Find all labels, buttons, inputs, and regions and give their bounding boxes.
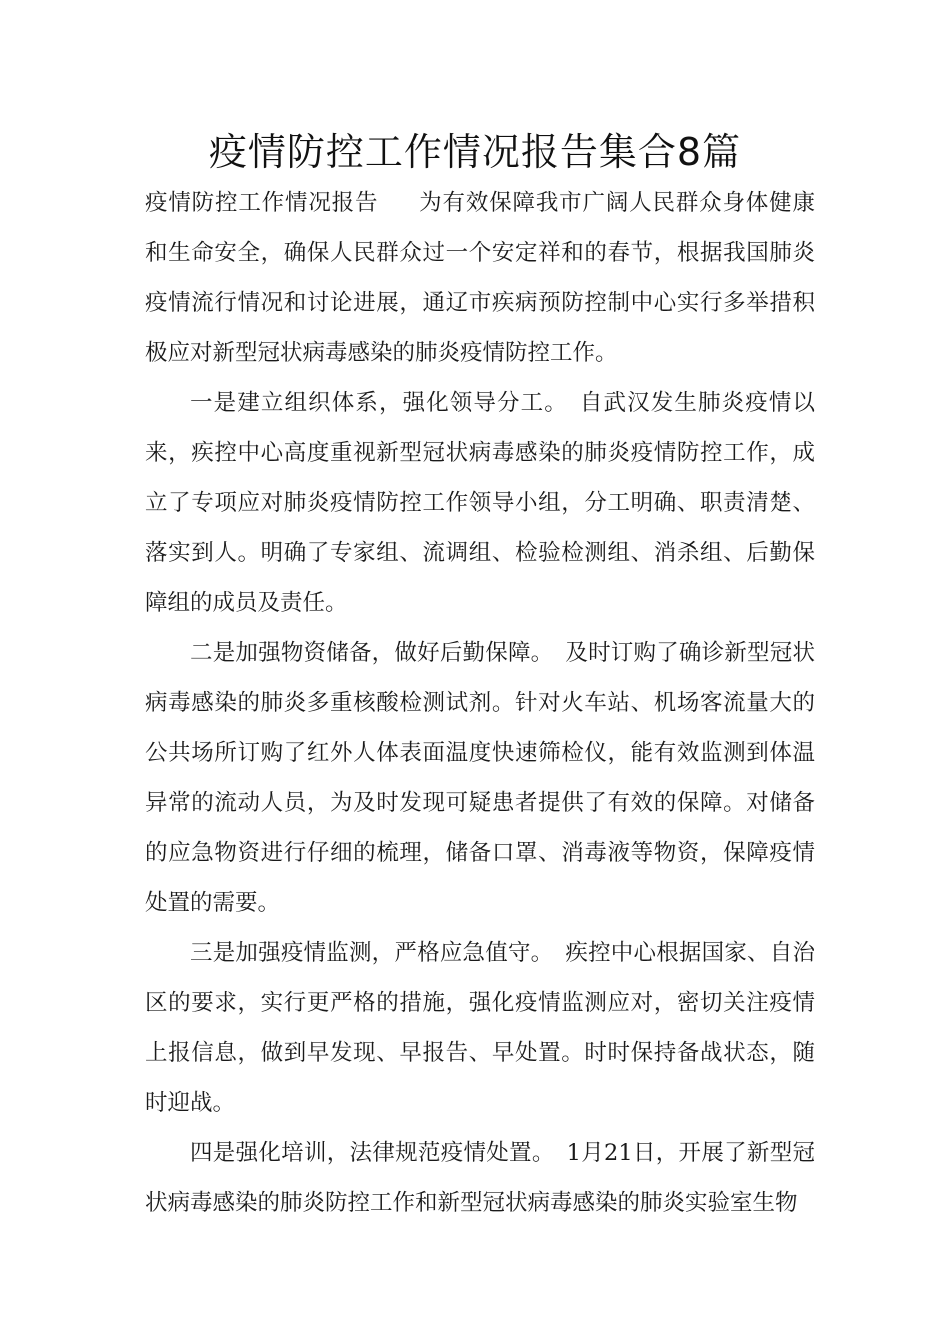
section-paragraph-1: [145, 378, 815, 628]
intro-paragraph: [145, 178, 815, 378]
section-text-1: 自武汉发生肺炎疫情以来，疾控中心高度重视新型冠状病毒感染的肺炎疫情防控工作，成立了专项应对肺炎疫情防控工作领导小组，分工明确、职责清楚、落实到人。明确了专家组、流调组、检验检测组、消杀组、后勤保障组的成员及责任。: [145, 390, 815, 616]
section-heading-4: 四是强化培训，法律规范疫情处置。: [190, 1140, 555, 1166]
section-paragraph-4: [145, 1128, 815, 1228]
intro-text: 为有效保障我市广阔人民群众身体健康和生命安全，确保人民群众过一个安定祥和的春节，根据我国肺炎疫情流行情况和讨论进展，通辽市疾病预防控制中心实行多举措积极应对新型冠状病毒感染的肺炎疫情防控工作。: [145, 190, 815, 366]
section-text-3: 疾控中心根据国家、自治区的要求，实行更严格的措施，强化疫情监测应对，密切关注疫情上报信息，做到早发现、早报告、早处置。时时保持备战状态，随时迎战。: [145, 940, 815, 1116]
section-heading-3: 三是加强疫情监测，严格应急值守。: [190, 940, 554, 966]
section-paragraph-3: [145, 928, 815, 1128]
intro-label: 疫情防控工作情况报告: [145, 190, 379, 216]
section-heading-2: 二是加强物资储备，做好后勤保障。: [190, 640, 554, 666]
document-body: [145, 178, 815, 1228]
section-paragraph-2: [145, 628, 815, 928]
section-heading-1: 一是建立组织体系，强化领导分工。: [190, 390, 568, 416]
section-text-2: 及时订购了确诊新型冠状病毒感染的肺炎多重核酸检测试剂。针对火车站、机场客流量大的公共场所订购了红外人体表面温度快速筛检仪，能有效监测到体温异常的流动人员，为及时发现可疑患者提供了有效的保障。对储备的应急物资进行仔细的梳理，储备口罩、消毒液等物资，保障疫情处置的需要。: [145, 640, 815, 916]
section-text-4: 1月21日，开展了新型冠状病毒感染的肺炎防控工作和新型冠状病毒感染的肺炎实验室生物: [145, 1140, 815, 1216]
document-title: 疫情防控工作情况报告集合8篇: [208, 130, 742, 174]
